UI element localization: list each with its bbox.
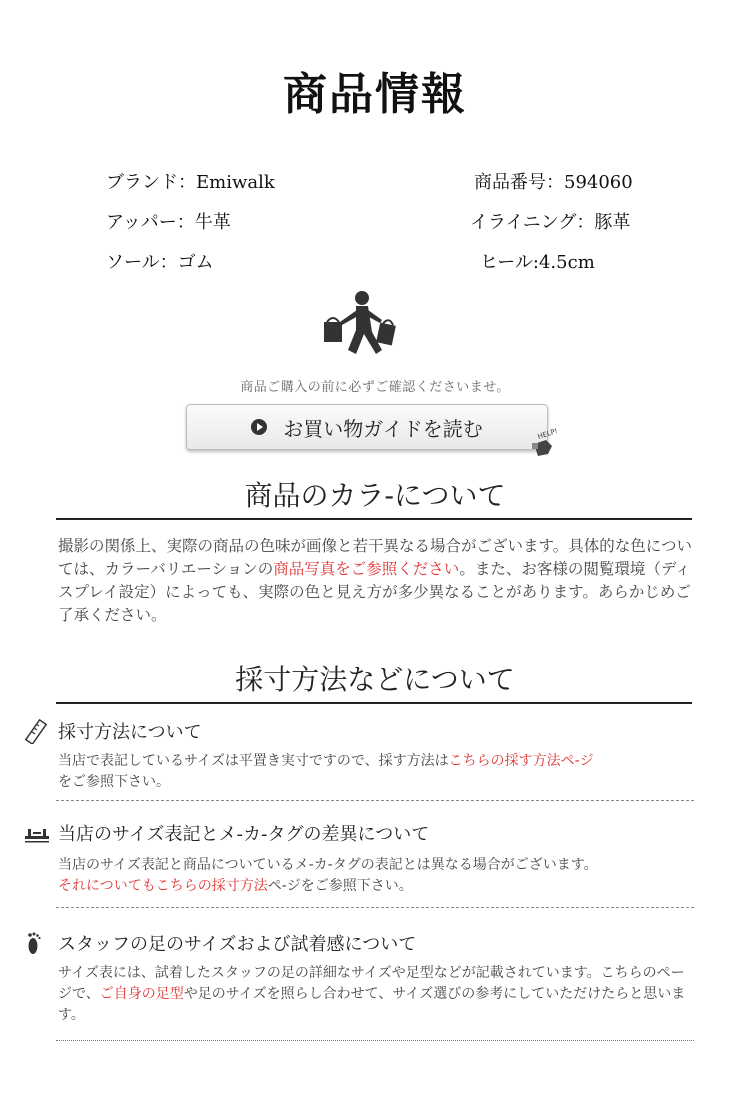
page-title: 商品情報 bbox=[283, 69, 467, 120]
spec-item-number: 商品番号：594060 bbox=[474, 172, 633, 193]
measure-item-1-title: 採寸方法について bbox=[58, 722, 202, 743]
measure-item-2-heading bbox=[22, 820, 429, 846]
shopping-guide-button[interactable] bbox=[186, 404, 548, 450]
measure-item-3-divider bbox=[56, 1040, 694, 1041]
measure-item-3-text-1: サイズ表には、試着したスタッフの足の詳細なサイズや足型などが記載されています。こちらのページで、 bbox=[58, 965, 685, 1002]
measure-item-1-divider bbox=[56, 800, 694, 801]
help-text: HELP! bbox=[536, 427, 559, 441]
shopping-guide-label: お買い物ガイドを読む bbox=[283, 416, 483, 441]
measure-item-1-text-2: をご参照下さい。 bbox=[58, 774, 170, 790]
guide-note: 商品ご購入の前に必ずご確認くださいませ。 bbox=[240, 380, 510, 395]
measure-item-3-text-2: や足のサイズを照らし合わせて、サイズ選びの参考にしていただけたらと思います。 bbox=[58, 986, 686, 1023]
measure-item-3-link[interactable]: ご自身の足型 bbox=[99, 986, 184, 1002]
spec-row-1 bbox=[106, 168, 666, 196]
ruler-icon bbox=[22, 718, 52, 744]
measure-item-3-heading bbox=[22, 930, 416, 956]
measure-section-divider bbox=[56, 702, 692, 704]
spec-sole: ソール：ゴム bbox=[106, 252, 214, 273]
help-hand-icon bbox=[528, 426, 568, 460]
spec-row-2 bbox=[106, 208, 666, 236]
measure-item-2-text-2: ペ-ジをご参照下さい。 bbox=[267, 878, 413, 894]
play-icon bbox=[251, 419, 267, 435]
measure-item-2-link[interactable]: それについてもこちらの採寸方法 bbox=[58, 878, 268, 894]
color-section-divider bbox=[56, 518, 692, 520]
size-tag-icon bbox=[22, 820, 52, 846]
spec-lining: イライニング：豚革 bbox=[470, 212, 631, 233]
measure-item-3-text bbox=[58, 963, 698, 1026]
color-text-2: 。また、お客様の閲覧環境（ディスプレイ設定）によっても、実際の色と見え方が多少異なることがあります。あらかじめご了承ください。 bbox=[58, 560, 691, 624]
measure-section-title: 採寸方法などについて bbox=[235, 663, 515, 696]
color-section-text bbox=[58, 535, 694, 627]
measure-item-1-link[interactable]: こちらの採す方法ペ-ジ bbox=[448, 753, 594, 769]
measure-item-1-heading bbox=[22, 718, 202, 744]
measure-item-2-title: 当店のサイズ表記とメ-カ-タグの差異について bbox=[58, 824, 430, 845]
measure-item-1-text bbox=[58, 751, 698, 793]
color-text-link[interactable]: 商品写真をご参照ください bbox=[273, 560, 460, 578]
shopper-icon bbox=[312, 288, 408, 368]
footprint-icon bbox=[22, 930, 52, 956]
spec-brand: ブランド：Emiwalk bbox=[106, 172, 275, 193]
measure-item-1-text-1: 当店で表記しているサイズは平置き実寸ですので、採す方法は bbox=[58, 753, 449, 769]
measure-item-2-divider bbox=[56, 907, 694, 908]
spec-heel: ヒール:4.5cm bbox=[480, 252, 595, 273]
color-section-title: 商品のカラ-について bbox=[244, 479, 506, 512]
measure-item-3-title: スタッフの足のサイズおよび試着感について bbox=[58, 934, 417, 955]
spec-upper: アッパー：牛革 bbox=[106, 212, 231, 233]
spec-row-3 bbox=[106, 248, 666, 276]
measure-item-2-text bbox=[58, 855, 698, 897]
measure-item-2-text-1: 当店のサイズ表記と商品についているメ-カ-タグの表記とは異なる場合がございます。 bbox=[58, 857, 598, 873]
color-text-1: 撮影の関係上、実際の商品の色味が画像と若干異なる場合がございます。具体的な色については、カラーバリエーションの bbox=[58, 537, 692, 578]
